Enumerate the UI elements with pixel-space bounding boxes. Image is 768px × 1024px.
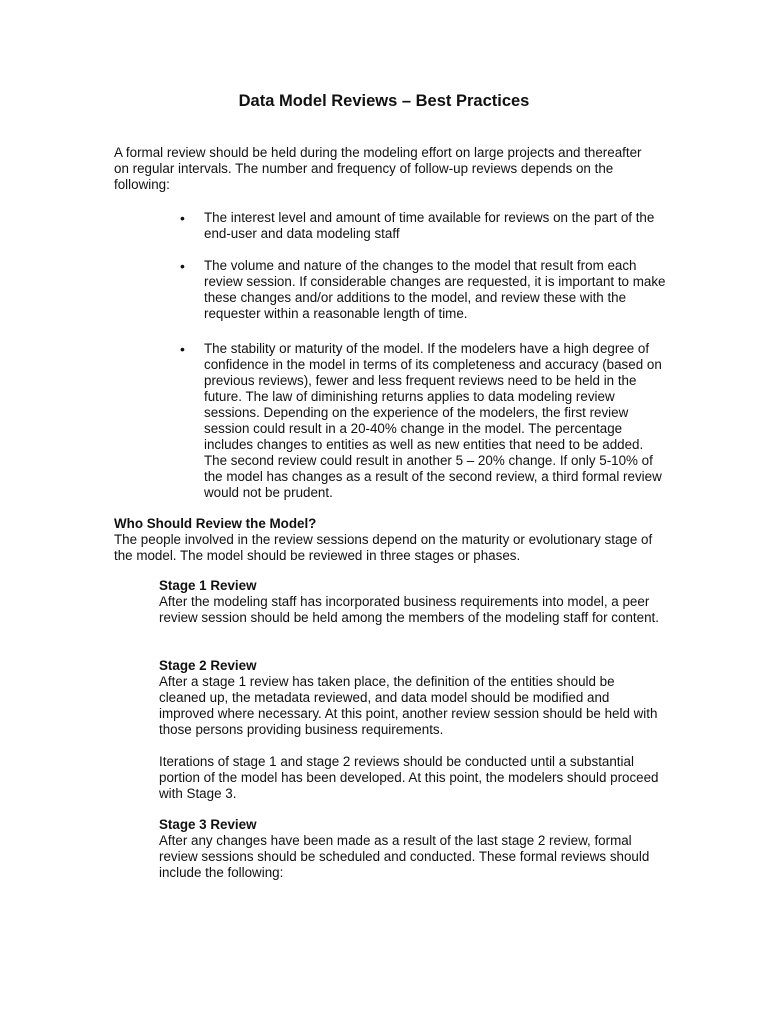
iteration-note: Iterations of stage 1 and stage 2 reviews should be conducted until a substantial portion of the model has been developed. At this point, the modelers should proceed with Stage 3.	[159, 754, 659, 801]
stage-1-heading: Stage 1 Review	[159, 578, 257, 593]
bullet-icon: •	[180, 210, 185, 226]
bullet-text: The interest level and amount of time available for reviews on the part of the end-user and data modeling staff	[204, 210, 655, 241]
bullet-text: The stability or maturity of the model. If the modelers have a high degree of confidence in the model in terms of its completeness and accuracy (based on previous reviews), fewer and less frequent reviews need to be held in the future. The law of diminishing returns applies to data modeling review sessions. Depending on the experience of the modelers, the first review session could result in a 20-40% change in the model. The percentage includes changes to entities as well as new entities that need to be added. The second review could result in another 5 – 20% change. If only 5-10% of the model has changes as a result of the second review, a third formal review would not be prudent.	[204, 341, 662, 500]
stage-2-heading: Stage 2 Review	[159, 658, 257, 673]
bullet-icon: •	[180, 341, 185, 357]
document-title: Data Model Reviews – Best Practices	[238, 92, 530, 110]
section-heading: Who Should Review the Model?	[114, 516, 317, 531]
intro-paragraph: A formal review should be held during the modeling effort on large projects and thereafter on regular intervals. The number and frequency of follow-up reviews depends on the following:	[114, 145, 642, 192]
stage-3-body: After any changes have been made as a result of the last stage 2 review, formal review sessions should be scheduled and conducted. These formal reviews should include the following:	[159, 833, 650, 880]
stage-3-heading: Stage 3 Review	[159, 817, 257, 832]
bullet-text: The volume and nature of the changes to the model that result from each review session. If considerable changes are requested, it is important to make these changes and/or additions to the model, and review these with the requester within a reasonable length of time.	[204, 258, 666, 321]
stage-2-body: After a stage 1 review has taken place, the definition of the entities should be cleaned up, the metadata reviewed, and data model should be modified and improved where necessary. At this point, another review session should be held with those persons providing business requirements.	[159, 674, 658, 737]
bullet-icon: •	[180, 258, 185, 274]
stage-1-body: After the modeling staff has incorporated business requirements into model, a peer review session should be held among the members of the modeling staff for content.	[159, 594, 659, 625]
section-body: The people involved in the review sessions depend on the maturity or evolutionary stage of the model. The model should be reviewed in three stages or phases.	[114, 532, 653, 563]
